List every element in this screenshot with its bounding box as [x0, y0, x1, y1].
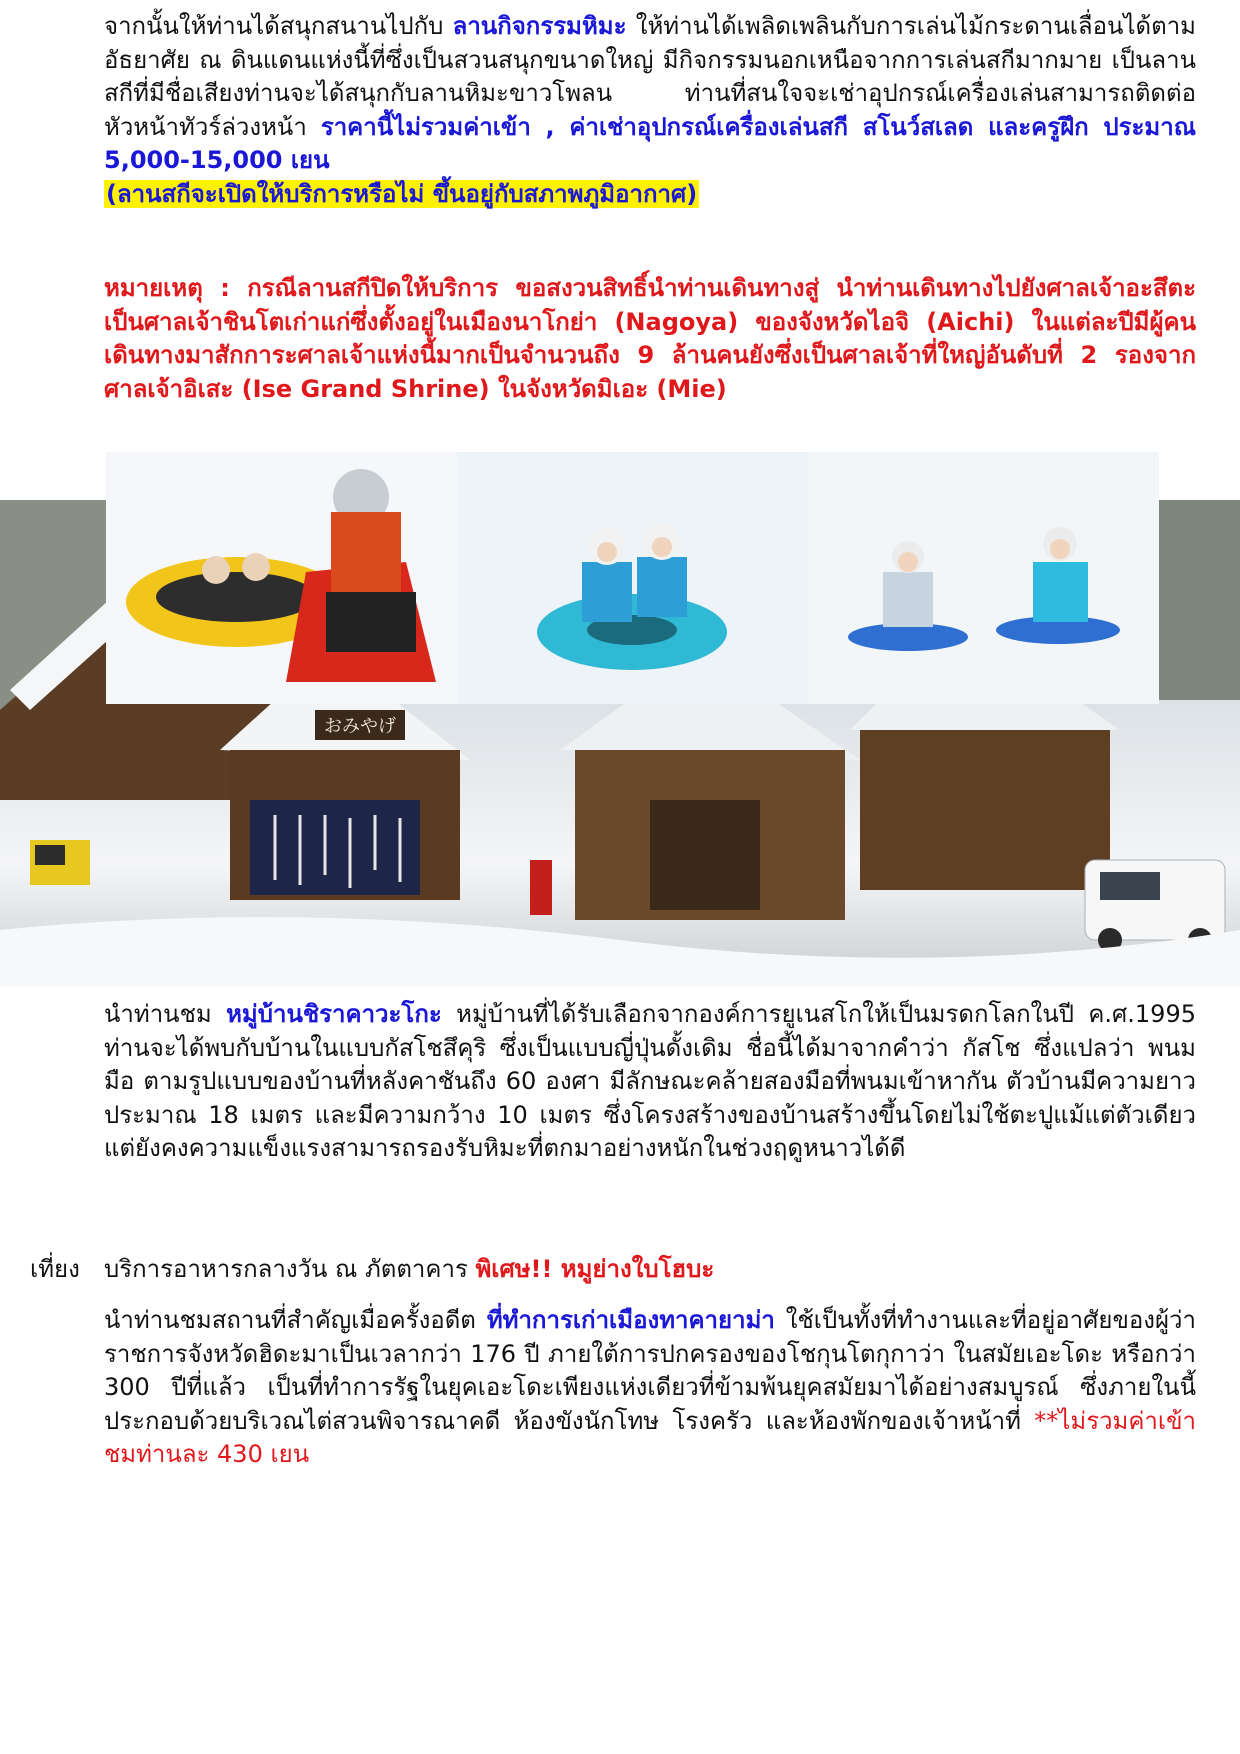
shirakawago-paragraph: [104, 998, 1196, 1166]
shirakawago-highlight: หมู่บ้านชิราคาวะโกะ: [226, 1000, 442, 1028]
snow-activity-highlight: ลานกิจกรรมหิมะ: [452, 12, 627, 40]
lunch-line: [104, 1253, 714, 1286]
snow-activity-photo-strip: [106, 452, 1160, 704]
lunch-text: บริการอาหารกลางวัน ณ ภัตตาคาร: [104, 1255, 476, 1283]
remark-paragraph: หมายเหตุ : กรณีลานสกีปิดให้บริการ ขอสงวนสิทธิ์นำท่านเดินทางสู่ นำท่านเดินทางไปยังศาลเจ้าอะสึตะ เป็นศาลเจ้าชินโตเก่าแก่ซึ่งตั้งอยู่ในเมืองนาโกย่า (Nagoya) ของจังหวัดไอจิ (Aichi) ในแต่ละปีมีผู้คนเดินทางมาสักการะศาลเจ้าแห่งนี้มากเป็นจำนวนถึง 9 ล้านคนยังซึ่งเป็นศาลเจ้าที่ใหญ่อันดับที่ 2 รองจากศาลเจ้าอิเสะ (Ise Grand Shrine) ในจังหวัดมิเอะ (Mie): [104, 274, 1196, 403]
para1-lead: จากนั้นให้ท่านได้สนุกสนานไปกับ: [104, 12, 453, 40]
takayama-jinya-paragraph: [104, 1304, 1196, 1472]
para2-lead: นำท่านชม: [104, 1000, 227, 1028]
lunch-label: เที่ยง: [30, 1255, 80, 1283]
omiyage-sign: おみやげ: [324, 716, 396, 737]
snow-tube-photo: [457, 452, 808, 704]
para1-body: ให้ท่านได้เพลิดเพลินกับการเล่นไม้กระดานเลื่อนได้ตามอัธยาศัย ณ ดินแดนแห่งนี้ที่ซึ่งเป็นสวนสนุกขนาดใหญ่ มีกิจกรรมนอกเหนือจากการเล่นสกีมากมาย เป็นลานสกีที่มีชื่อเสียงท่านจะได้สนุกกับลานหิมะขาวโพลน ท่านที่สนใจจะเช่าอุปกรณ์เครื่องเล่นสามารถติดต่อหัวหน้าทัวร์ล่วงหน้า: [104, 12, 1196, 141]
para3-body: ใช้เป็นทั้งที่ทำงานและที่อยู่อาศัยของผู้ว่าราชการจังหวัดฮิดะมาเป็นเวลากว่า 176 ปี ภายใต้การปกครองของโชกุนโตกุกาว่า ในสมัยเอะโดะ หรือกว่า 300 ปีที่แล้ว เป็นที่ทำการรัฐในยุคเอะโดะเพียงแห่งเดียวที่ข้ามพ้นยุคสมัยมาได้อย่างสมบูรณ์ ซึ่งภายในนี้ประกอบด้วยบริเวณไต่สวนพิจารณาคดี ห้องขังนักโทษ โรงครัว และห้องพักของเจ้าหน้าที่: [104, 1306, 1196, 1435]
takayama-jinya-highlight: ที่ทำการเก่าเมืองทาคายาม่า: [486, 1306, 775, 1334]
snowmobile-raft-photo: [106, 452, 457, 704]
snow-sled-photo: [808, 452, 1159, 704]
para3-lead: นำท่านชมสถานที่สำคัญเมื่อครั้งอดีต: [104, 1306, 487, 1334]
lunch-special: พิเศษ!! หมูย่างใบโฮบะ: [475, 1255, 715, 1283]
para2-body: หมู่บ้านที่ได้รับเลือกจากองค์การยูเนสโกให้เป็นมรดกโลกในปี ค.ศ.1995 ท่านจะได้พบกับบ้านในแบบกัสโชสึคุริ ซึ่งเป็นแบบญี่ปุ่นดั้งเดิม ชื่อนี้ได้มาจากคำว่า กัสโช ซึ่งแปลว่า พนมมือ ตามรูปแบบของบ้านที่หลังคาชันถึง 60 องศา มีลักษณะคล้ายสองมือที่พนมเข้าหากัน ตัวบ้านมีความยาวประมาณ 18 เมตร และมีความกว้าง 10 เมตร ซึ่งโครงสร้างของบ้านสร้างขึ้นโดยไม่ใช้ตะปูแม้แต่ตัวเดียว แต่ยังคงความแข็งแรงสามารถรองรับหิมะที่ตกมาอย่างหนักในช่วงฤดูหนาวได้ดี: [104, 1000, 1196, 1162]
price-exclusion-text: ราคานี้ไม่รวมค่าเข้า , ค่าเช่าอุปกรณ์เครื่องเล่นสกี สโนว์สเลด และครูฝึก ประมาณ 5,000-15,000 เยน: [104, 112, 1196, 174]
entrance-fee-note: **ไม่รวมค่าเข้าชมท่านละ 430 เยน: [104, 1406, 1196, 1468]
weather-condition-highlight: (ลานสกีจะเปิดให้บริการหรือไม่ ขึ้นอยู่กับสภาพภูมิอากาศ): [106, 179, 698, 208]
snow-activity-paragraph: [104, 10, 1196, 211]
